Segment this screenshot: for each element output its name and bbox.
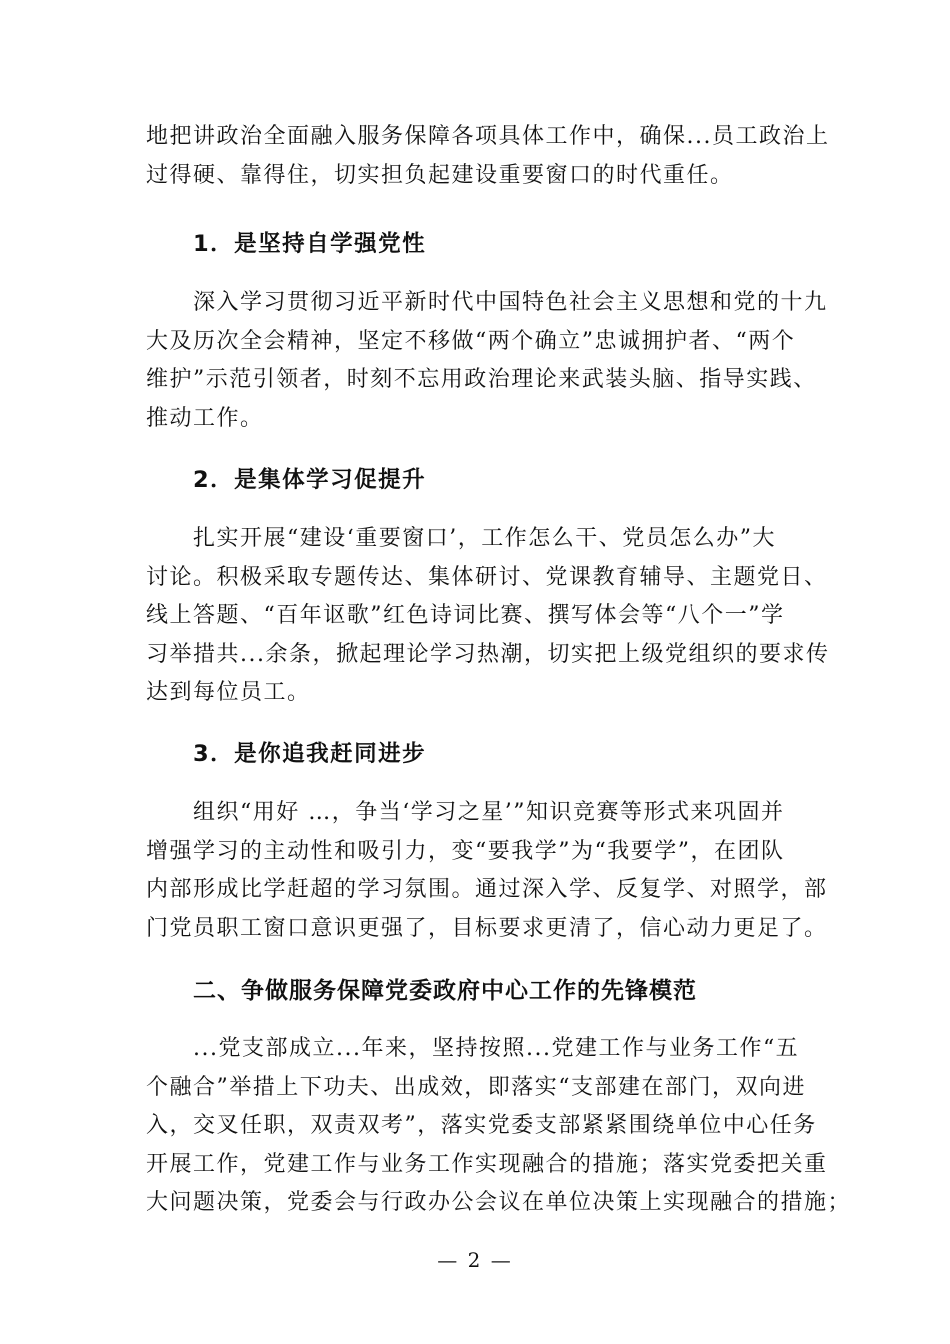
text-line: 大问题决策，党委会与行政办公会议在单位决策上实现融合的措施； [146, 1190, 852, 1215]
text-line: 地把讲政治全面融入服务保障各项具体工作中，确保...员工政治上 [146, 124, 830, 149]
text-line: 达到每位员工。 [146, 680, 311, 705]
text-line: 深入学习贯彻习近平新时代中国特色社会主义思想和党的十九 [146, 290, 828, 315]
text-line: 过得硬、靠得住，切实担负起建设重要窗口的时代重任。 [146, 162, 734, 188]
page-number: — 2 — [437, 1248, 513, 1272]
text-line: 线上答题、“百年讴歌”红色诗词比赛、撰写体会等“八个一”学 [146, 603, 785, 628]
section-1-paragraph [146, 284, 828, 438]
section-heading-2: 2．是集体学习促提升 [193, 467, 427, 493]
text-line: 讨论。积极采取专题传达、集体研讨、党课教育辅导、主题党日、 [146, 564, 828, 590]
section-heading-3: 3．是你追我赶同进步 [193, 741, 427, 767]
section-2-paragraph [146, 520, 830, 713]
chapter-2-paragraph [146, 1030, 852, 1223]
text-line: 组织“用好 …，争当‘学习之星’”知识竞赛等形式来巩固并 [146, 800, 785, 825]
text-line: 内部形成比学赶超的学习氛围。通过深入学、反复学、对照学，部 [146, 877, 828, 902]
text-line: 大及历次全会精神，坚定不移做“两个确立”忠诚拥护者、“两个 [146, 328, 796, 354]
intro-paragraph [146, 118, 830, 195]
text-line: 推动工作。 [146, 405, 264, 431]
text-line: 习举措共...余条，掀起理论学习热潮，切实把上级党组织的要求传 [146, 641, 830, 667]
text-line: 入，交叉任职，双责双考”，落实党委支部紧紧围绕单位中心任务 [146, 1113, 817, 1138]
text-line: 门党员职工窗口意识更强了，目标要求更清了，信心动力更足了。 [146, 915, 828, 941]
text-line: 个融合”举措上下功夫、出成效，即落实“支部建在部门，双向进 [146, 1074, 806, 1100]
chapter-heading-2: 二、争做服务保障党委政府中心工作的先锋模范 [193, 978, 697, 1004]
text-line: 维护”示范引领者，时刻不忘用政治理论来武装头脑、指导实践、 [146, 367, 817, 392]
text-line: 扎实开展“建设‘重要窗口’，工作怎么干、党员怎么办”大 [146, 526, 776, 551]
text-line: ...党支部成立...年来，坚持按照...党建工作与业务工作“五 [146, 1036, 800, 1061]
section-heading-1: 1．是坚持自学强党性 [193, 231, 427, 257]
text-line: 开展工作，党建工作与业务工作实现融合的措施；落实党委把关重 [146, 1151, 828, 1177]
section-3-paragraph [146, 794, 828, 948]
text-line: 增强学习的主动性和吸引力，变“要我学”为“我要学”，在团队 [146, 838, 785, 864]
